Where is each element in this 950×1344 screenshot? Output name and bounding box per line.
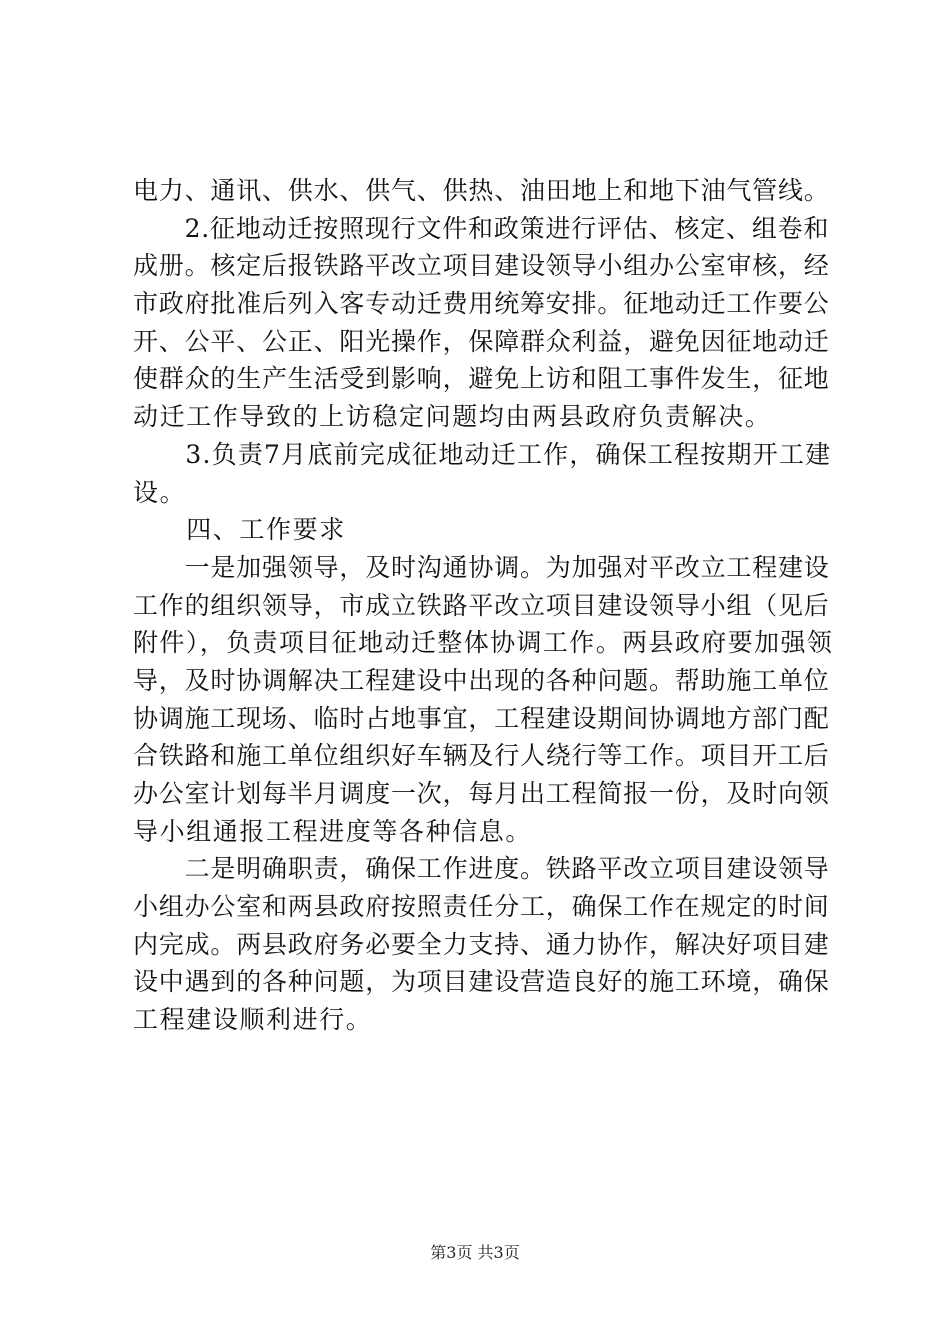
text-line: 二是明确职责，确保工作进度。铁路平改立项目建设领导 xyxy=(133,854,830,884)
text-line: 协调施工现场、临时占地事宜，工程建设期间协调地方部门配 xyxy=(133,703,830,733)
text-line: 电力、通讯、供水、供气、供热、油田地上和地下油气管线。 xyxy=(133,176,830,205)
text-line: 市政府批准后列入客专动迁费用统筹安排。征地动迁工作要公 xyxy=(133,289,830,319)
text-line: 导小组通报工程进度等各种信息。 xyxy=(133,816,533,846)
text-line: 一是加强领导，及时沟通协调。为加强对平改立工程建设 xyxy=(133,552,830,582)
text-line: 工程建设顺利进行。 xyxy=(133,1005,373,1035)
section-heading: 四、工作要求 xyxy=(133,515,346,545)
text-line: 内完成。两县政府务必要全力支持、通力协作，解决好项目建 xyxy=(133,929,830,959)
text-line: 设。 xyxy=(133,477,187,507)
text-line: 3.负责7月底前完成征地动迁工作，确保工程按期开工建 xyxy=(133,439,832,469)
page-number-footer: 第3页 共3页 xyxy=(430,1243,520,1262)
text-line: 工作的组织领导，市成立铁路平改立项目建设领导小组（见后 xyxy=(133,590,830,620)
text-line: 合铁路和施工单位组织好车辆及行人绕行等工作。项目开工后 xyxy=(133,741,830,771)
text-line: 使群众的生产生活受到影响，避免上访和阻工事件发生，征地 xyxy=(133,364,830,394)
text-line: 2.征地动迁按照现行文件和政策进行评估、核定、组卷和 xyxy=(133,213,830,243)
text-line: 导，及时协调解决工程建设中出现的各种问题。帮助施工单位 xyxy=(133,665,830,695)
text-line: 成册。核定后报铁路平改立项目建设领导小组办公室审核，经 xyxy=(133,251,830,281)
text-line: 设中遇到的各种问题，为项目建设营造良好的施工环境，确保 xyxy=(133,967,830,997)
text-line: 开、公平、公正、阳光操作，保障群众利益，避免因征地动迁 xyxy=(133,326,830,356)
text-line: 小组办公室和两县政府按照责任分工，确保工作在规定的时间 xyxy=(133,892,830,922)
text-line: 动迁工作导致的上访稳定问题均由两县政府负责解决。 xyxy=(133,402,772,432)
text-line: 附件），负责项目征地动迁整体协调工作。两县政府要加强领 xyxy=(133,628,834,658)
text-line: 办公室计划每半月调度一次，每月出工程简报一份，及时向领 xyxy=(133,779,830,808)
document-body xyxy=(133,172,833,1039)
